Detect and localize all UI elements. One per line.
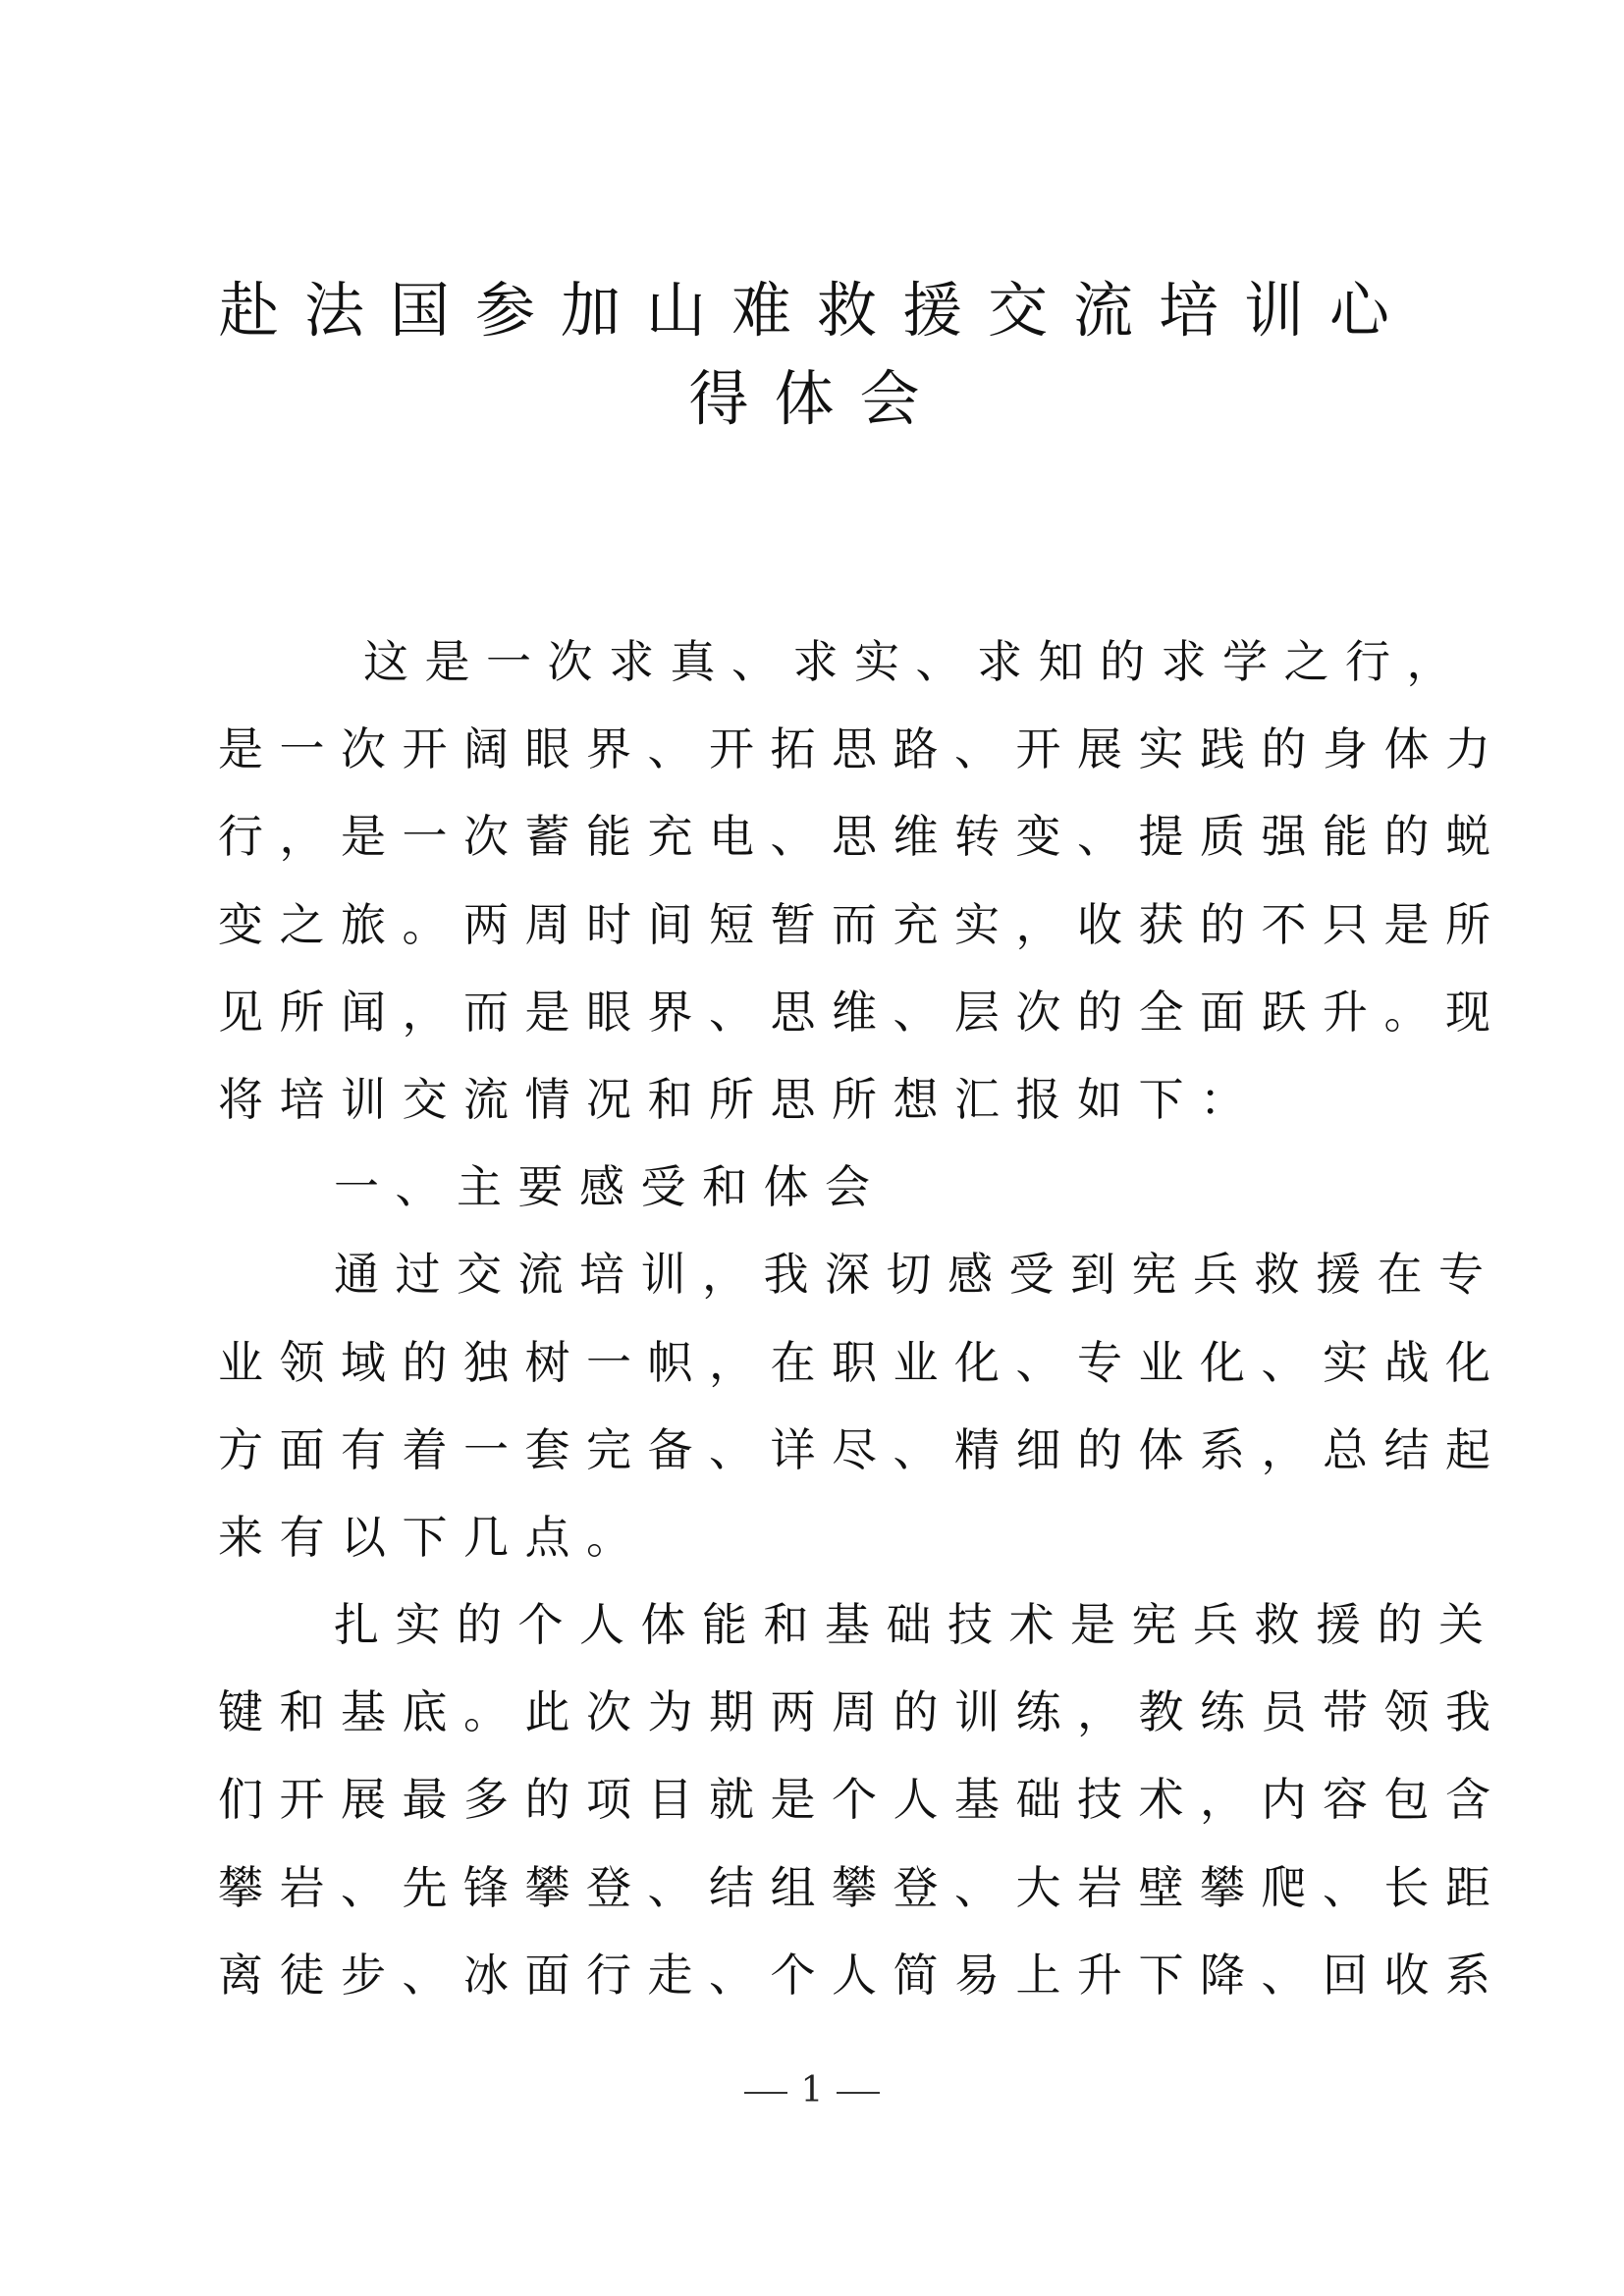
paragraph-line: 们开展最多的项目就是个人基础技术，内容包含 [218,1773,1507,1827]
paragraph-line: 扎实的个人体能和基础技术是宪兵救援的关 [334,1598,1500,1652]
section-heading: 一、主要感受和体会 [334,1160,887,1214]
document-title [218,267,1416,444]
paragraph-line: 业领域的独树一帜，在职业化、专业化、实战化 [218,1335,1507,1389]
paragraph-line: 是一次开阔眼界、开拓思路、开展实践的身体力 [218,722,1507,776]
title-line-1: 赴法国参加山难救援交流培训心 [218,276,1415,346]
right-dash [837,2092,880,2094]
paragraph-line: 将培训交流情况和所思所想汇报如下： [218,1072,1262,1126]
document-body [218,618,1507,2019]
paragraph-line: 方面有着一套完备、详尽、精细的体系，总结起 [218,1422,1507,1476]
paragraph-line: 键和基底。此次为期两周的训练，教练员带领我 [218,1685,1507,1739]
paragraph-line: 变之旅。两周时间短暂而充实，收获的不只是所 [218,897,1507,951]
paragraph-line: 见所闻，而是眼界、思维、层次的全面跃升。现 [218,985,1507,1039]
page-number-value: 1 [800,2070,824,2110]
paragraph-line: 通过交流培训，我深切感受到宪兵救援在专 [334,1248,1500,1302]
paragraph-line: 行，是一次蓄能充电、思维转变、提质强能的蜕 [218,810,1507,864]
paragraph-line: 离徒步、冰面行走、个人简易上升下降、回收系 [218,1948,1507,2002]
title-line-2: 得体会 [688,364,946,434]
paragraph-line: 来有以下几点。 [218,1510,648,1564]
page-number [0,2066,1624,2115]
paragraph-line: 这是一次求真、求实、求知的求学之行， [363,635,1468,688]
paragraph-line: 攀岩、先锋攀登、结组攀登、大岩壁攀爬、长距 [218,1860,1507,1914]
left-dash [744,2092,787,2094]
